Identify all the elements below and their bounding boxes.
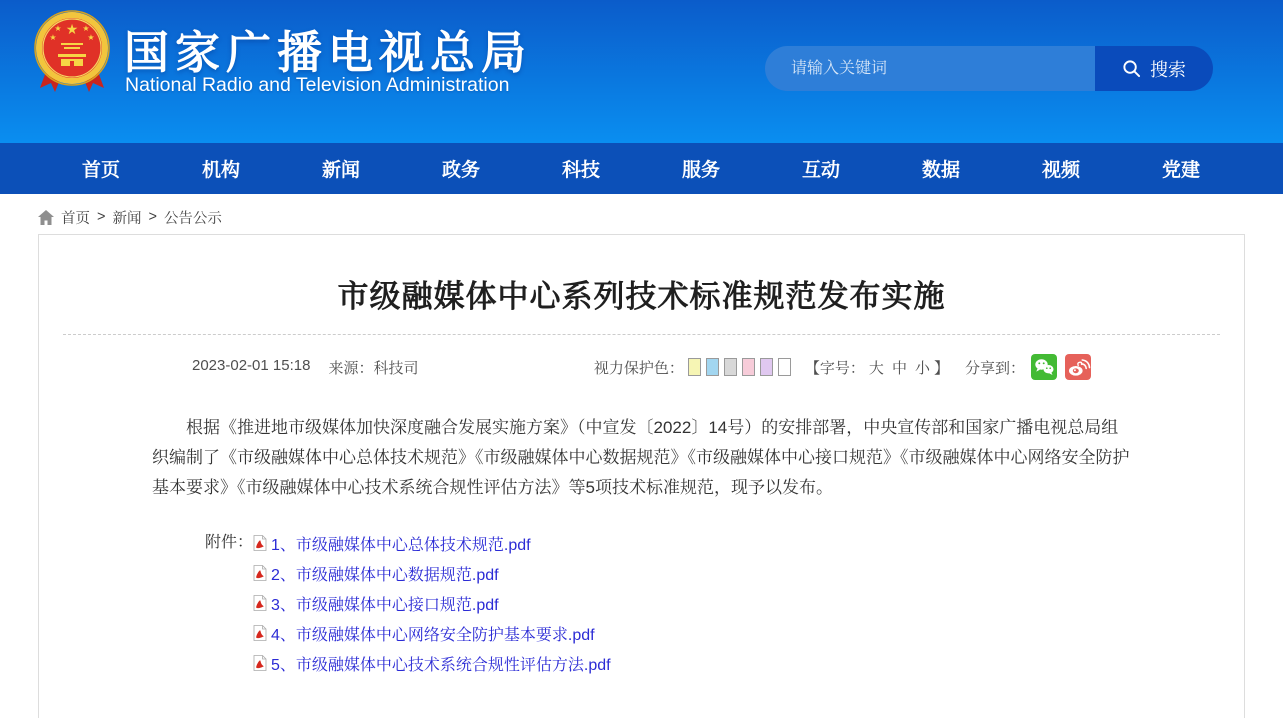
title-divider: [63, 334, 1220, 335]
font-size-option[interactable]: 小: [914, 359, 930, 377]
svg-text:★: ★: [65, 21, 79, 37]
main-navigation: [0, 143, 1283, 194]
eye-protect-color-swatch[interactable]: [742, 358, 755, 376]
eye-protect-label: 视力保护色：: [593, 359, 684, 377]
home-icon: [38, 210, 54, 225]
breadcrumb: [0, 194, 1283, 226]
attachment-row: [253, 528, 611, 558]
pdf-icon: [253, 625, 267, 641]
fontsize-suffix: 】: [933, 359, 949, 377]
attachment-link[interactable]: 4、市级融媒体中心网络安全防护基本要求.pdf: [271, 626, 595, 644]
article-container: [38, 234, 1245, 718]
font-size-option[interactable]: 大: [868, 359, 884, 377]
search-button[interactable]: [1095, 46, 1213, 91]
search-bar: [765, 46, 1213, 91]
svg-text:★: ★: [82, 24, 90, 33]
pdf-icon: [253, 595, 267, 611]
eye-protect-color-swatch[interactable]: [724, 358, 737, 376]
svg-text:★: ★: [87, 33, 95, 42]
breadcrumb-announcements[interactable]: 公告公示: [163, 210, 222, 227]
nav-item[interactable]: 服务: [681, 160, 720, 181]
fontsize-prefix: 【字号：: [804, 359, 865, 377]
site-title: 国家广播电视总局: [124, 27, 533, 78]
nav-item[interactable]: 新闻: [321, 160, 360, 181]
nav-item[interactable]: 数据: [921, 160, 960, 181]
attachment-link[interactable]: 1、市级融媒体中心总体技术规范.pdf: [271, 536, 531, 554]
weibo-share-icon[interactable]: [1065, 354, 1091, 380]
nav-item[interactable]: 政务: [441, 160, 480, 181]
breadcrumb-separator: >: [97, 209, 106, 225]
search-icon: [1122, 59, 1141, 78]
nav-item[interactable]: 党建: [1161, 160, 1200, 181]
attachment-link[interactable]: 5、市级融媒体中心技术系统合规性评估方法.pdf: [271, 656, 611, 674]
attachments-section: [205, 528, 1244, 678]
fontsize-options: [865, 357, 934, 378]
site-subtitle: National Radio and Television Administration: [125, 74, 510, 96]
national-emblem-logo: [34, 10, 110, 101]
article-source: 来源：科技司: [328, 359, 419, 377]
eye-protect-color-swatch[interactable]: [688, 358, 701, 376]
svg-text:★: ★: [49, 33, 57, 42]
breadcrumb-separator: >: [148, 209, 157, 225]
attachments-label: 附件：: [205, 534, 254, 551]
attachment-row: [253, 648, 611, 678]
pdf-icon: [253, 535, 267, 551]
attachment-row: [253, 618, 611, 648]
nav-item[interactable]: 科技: [561, 160, 600, 181]
article-body: 根据《推进地市级媒体加快深度融合发展实施方案》（中宣发〔2022〕14号）的安排部署，中央宣传部和国家广播电视总局组织编制了《市级融媒体中心总体技术规范》《市级融媒体中心数据规范》《市级融媒体中心接口规范》《市级融媒体中心网络安全防护基本要求》《市级融媒体中心技术系统合规性评估方法》等5项技术标准规范，现予以发布。: [152, 418, 1130, 497]
eye-protect-swatches: [688, 358, 791, 376]
site-header: [0, 0, 1283, 143]
pdf-icon: [253, 565, 267, 581]
svg-text:★: ★: [54, 24, 62, 33]
breadcrumb-home[interactable]: 首页: [61, 210, 90, 227]
pdf-icon: [253, 655, 267, 671]
article-meta-bar: [192, 354, 1091, 380]
attachment-link[interactable]: 2、市级融媒体中心数据规范.pdf: [271, 566, 499, 584]
article-title: 市级融媒体中心系列技术标准规范发布实施: [337, 279, 946, 314]
publish-date: 2023-02-01 15:18: [192, 356, 311, 374]
search-input[interactable]: [765, 46, 1095, 91]
eye-protect-color-swatch[interactable]: [706, 358, 719, 376]
attachment-row: [253, 558, 611, 588]
font-size-option[interactable]: 中: [891, 359, 907, 377]
nav-item[interactable]: 视频: [1041, 160, 1080, 181]
attachment-link[interactable]: 3、市级融媒体中心接口规范.pdf: [271, 596, 499, 614]
breadcrumb-news[interactable]: 新闻: [112, 210, 142, 227]
wechat-share-icon[interactable]: [1031, 354, 1057, 380]
attachment-row: [253, 588, 611, 618]
nav-item[interactable]: 互动: [801, 160, 840, 181]
share-icons: [1031, 354, 1091, 380]
attachments-list: [253, 528, 611, 678]
eye-protect-color-swatch[interactable]: [760, 358, 773, 376]
share-label: 分享到：: [964, 359, 1025, 377]
nav-item[interactable]: 机构: [201, 160, 240, 181]
eye-protect-color-swatch[interactable]: [778, 358, 791, 376]
nav-item[interactable]: 首页: [81, 160, 120, 181]
search-button-label: 搜索: [1150, 59, 1186, 80]
